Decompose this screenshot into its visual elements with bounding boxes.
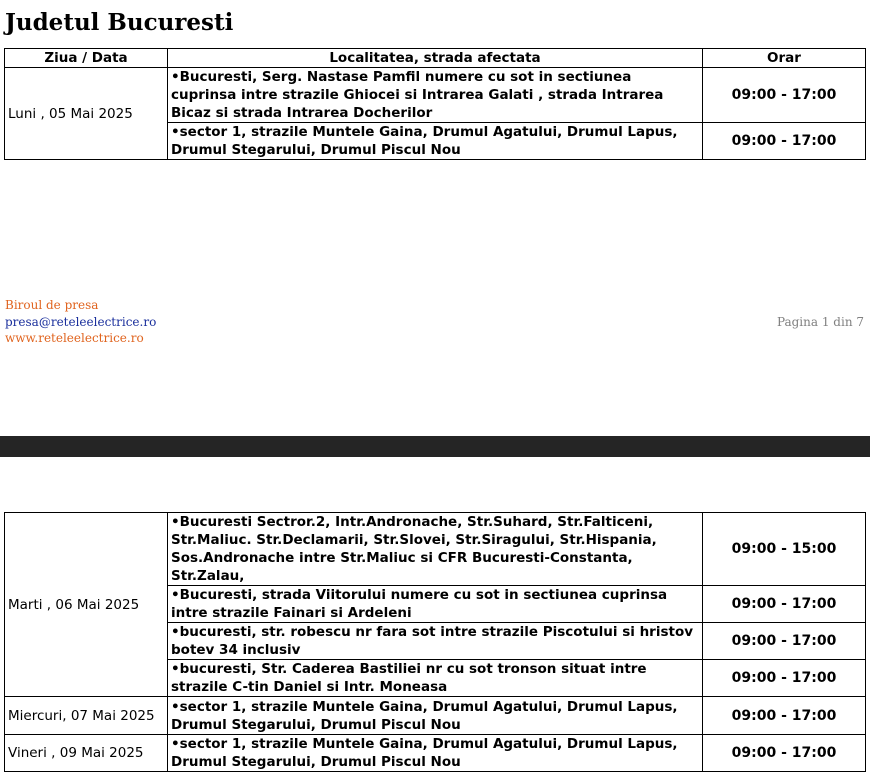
hours-cell: 09:00 - 15:00 <box>703 513 866 586</box>
location-cell: •sector 1, strazile Muntele Gaina, Drumul Agatului, Drumul Lapus, Drumul Stegarului, Drumul Piscul Nou <box>168 123 703 160</box>
header-location: Localitatea, strada afectata <box>168 49 703 68</box>
hours-cell: 09:00 - 17:00 <box>703 123 866 160</box>
hours-cell: 09:00 - 17:00 <box>703 586 866 623</box>
hours-cell: 09:00 - 17:00 <box>703 68 866 123</box>
page-number: Pagina 1 din 7 <box>776 315 864 329</box>
date-cell: Vineri , 09 Mai 2025 <box>5 735 168 772</box>
press-email-link[interactable]: presa@reteleelectrice.ro <box>5 315 157 329</box>
outage-table-page-2 <box>4 512 866 772</box>
date-cell: Marti , 06 Mai 2025 <box>5 513 168 697</box>
hours-cell: 09:00 - 17:00 <box>703 735 866 772</box>
table-row <box>5 735 866 772</box>
location-cell: •sector 1, strazile Muntele Gaina, Drumul Agatului, Drumul Lapus, Drumul Stegarului, Drumul Piscul Nou <box>168 697 703 735</box>
hours-cell: 09:00 - 17:00 <box>703 623 866 660</box>
header-date: Ziua / Data <box>5 49 168 68</box>
press-office-label: Biroul de presa <box>5 298 99 312</box>
website-link[interactable]: www.reteleelectrice.ro <box>5 331 144 345</box>
header-hours: Orar <box>703 49 866 68</box>
table-header-row <box>5 49 866 68</box>
date-cell: Miercuri, 07 Mai 2025 <box>5 697 168 735</box>
table-row <box>5 68 866 123</box>
location-cell: •Bucuresti, strada Viitorului numere cu sot in sectiunea cuprinsa intre strazile Fainari si Ardeleni <box>168 586 703 623</box>
page-separator <box>0 436 870 457</box>
page-title: Judetul Bucuresti <box>5 9 234 36</box>
location-cell: •Bucuresti, Serg. Nastase Pamfil numere cu sot in sectiunea cuprinsa intre strazile Ghiocei si Intrarea Galati , strada Intrarea Bicaz si strada Intrarea Docherilor <box>168 68 703 123</box>
outage-table-page-1 <box>4 48 866 160</box>
table-row <box>5 697 866 735</box>
table-row <box>5 513 866 586</box>
hours-cell: 09:00 - 17:00 <box>703 660 866 697</box>
location-cell: •sector 1, strazile Muntele Gaina, Drumul Agatului, Drumul Lapus, Drumul Stegarului, Drumul Piscul Nou <box>168 735 703 772</box>
hours-cell: 09:00 - 17:00 <box>703 697 866 735</box>
location-cell: •bucuresti, Str. Caderea Bastiliei nr cu sot tronson situat intre strazile C-tin Daniel si Intr. Moneasa <box>168 660 703 697</box>
location-cell: •bucuresti, str. robescu nr fara sot intre strazile Piscotului si hristov botev 34 inclusiv <box>168 623 703 660</box>
date-cell: Luni , 05 Mai 2025 <box>5 68 168 160</box>
location-cell: •Bucuresti Sectror.2, Intr.Andronache, Str.Suhard, Str.Falticeni, Str.Maliuc. Str.Declamarii, Str.Slovei, Str.Siragului, Str.Hispania, Sos.Andronache intre Str.Maliuc si CFR Bucuresti-Constanta, Str.Zalau, <box>168 513 703 586</box>
